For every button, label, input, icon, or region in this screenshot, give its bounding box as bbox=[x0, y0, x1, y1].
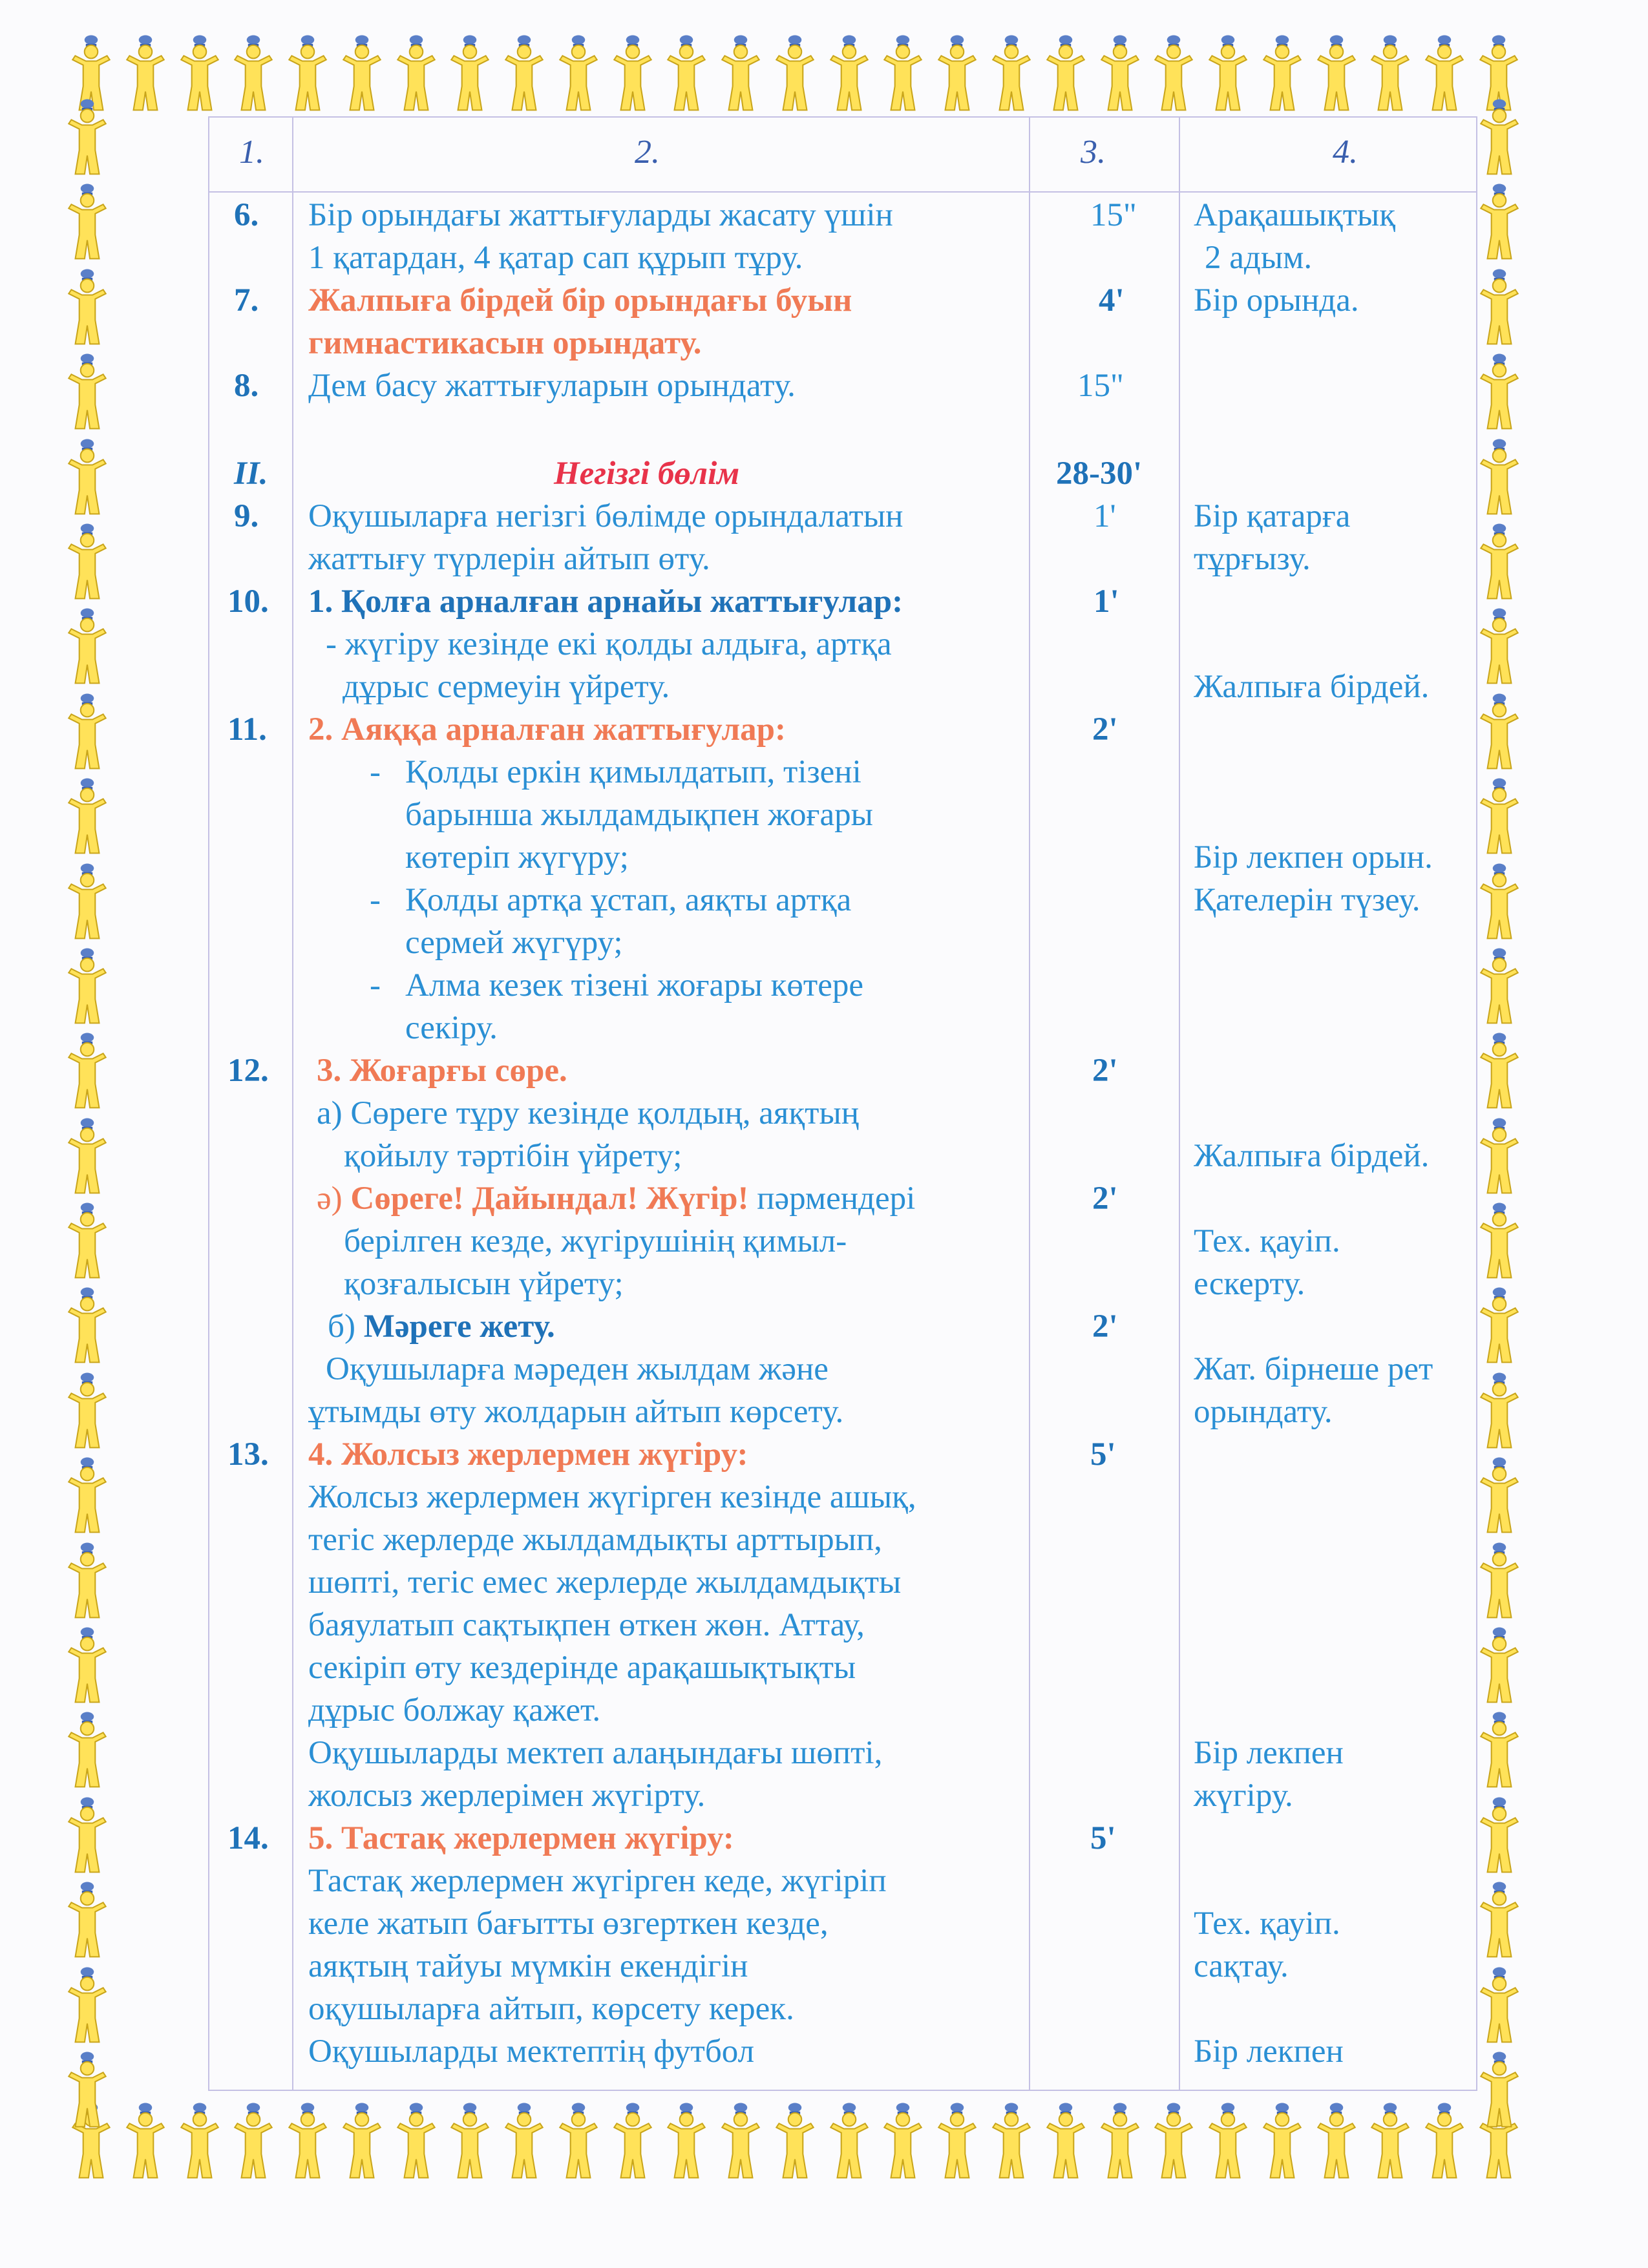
sub-item-heading: Мәреге жету. bbox=[363, 1308, 555, 1345]
border-figure-icon bbox=[281, 2101, 334, 2183]
border-figure-icon bbox=[714, 2101, 767, 2183]
row-text: Жолсыз жерлермен жүгірген кезінде ашық, bbox=[308, 1479, 916, 1515]
border-figure-icon bbox=[61, 606, 114, 689]
row-heading: 1. Қолға арналған арнайы жаттығулар: bbox=[308, 583, 903, 620]
row-note: Жат. бірнеше рет bbox=[1194, 1351, 1433, 1387]
row-time: 5' bbox=[1090, 1820, 1116, 1856]
row-note: Бір лекпен орын. bbox=[1194, 839, 1433, 876]
row-time: 4' bbox=[1099, 282, 1125, 319]
border-figure-icon bbox=[1364, 2101, 1417, 2183]
border-figure-icon bbox=[227, 33, 280, 116]
bullet-text: Қолды еркін қимылдатып, тізені bbox=[405, 754, 861, 790]
border-figure-icon bbox=[823, 2101, 876, 2183]
border-figure-icon bbox=[1473, 1370, 1526, 1453]
border-figure-icon bbox=[61, 691, 114, 774]
row-number: 6. bbox=[234, 197, 259, 233]
row-text: Тастақ жерлермен жүгірген кеде, жүгіріп bbox=[308, 1863, 887, 1899]
row-text: Бір орындағы жаттығуларды жасату үшін bbox=[308, 197, 893, 233]
row-note: ескерту. bbox=[1194, 1266, 1305, 1302]
border-figure-icon bbox=[61, 1540, 114, 1623]
border-figure-icon bbox=[1473, 1880, 1526, 1962]
row-text: тегіс жерлерде жылдамдықты арттырып, bbox=[308, 1522, 882, 1558]
row-text: берілген кезде, жүгірушінің қимыл- bbox=[344, 1223, 847, 1259]
row-note: 2 адым. bbox=[1205, 240, 1313, 276]
border-figure-icon bbox=[714, 33, 767, 116]
border-figure-icon bbox=[931, 33, 984, 116]
bullet-text: көтеріп жүгүру; bbox=[405, 839, 629, 876]
border-figure-icon bbox=[61, 1201, 114, 1283]
bullet-text: Алма кезек тізені жоғары көтере bbox=[405, 967, 863, 1003]
row-note: Бір орында. bbox=[1194, 282, 1359, 319]
bullet-marker: - bbox=[370, 967, 381, 1003]
border-figure-icon bbox=[61, 437, 114, 520]
row-text bbox=[328, 1305, 555, 1348]
row-number: 9. bbox=[234, 498, 259, 534]
row-text: аяқтың тайуы мүмкін екендігін bbox=[308, 1948, 748, 1984]
border-figure-icon bbox=[660, 2101, 713, 2183]
bullet-text: сермей жүгүру; bbox=[405, 925, 623, 961]
border-figure-icon bbox=[876, 33, 929, 116]
sub-item-text: пәрмендері bbox=[757, 1181, 916, 1217]
border-figure-icon bbox=[1201, 33, 1254, 116]
border-figure-icon bbox=[823, 33, 876, 116]
row-time: 2' bbox=[1092, 711, 1118, 748]
border-figure-icon bbox=[1310, 33, 1363, 116]
border-figure-icon bbox=[1473, 521, 1526, 604]
border-figure-icon bbox=[1473, 352, 1526, 434]
section-time: 28-30' bbox=[1056, 456, 1143, 492]
border-figure-icon bbox=[606, 33, 659, 116]
border-figure-icon bbox=[1473, 691, 1526, 774]
row-text: а) Сөреге тұру кезінде қолдың, аяқтың bbox=[317, 1095, 860, 1131]
border-figure-icon bbox=[61, 1965, 114, 2048]
border-figure-icon bbox=[61, 352, 114, 434]
sub-item-prefix: ә) bbox=[317, 1181, 343, 1217]
border-figure-icon bbox=[1364, 33, 1417, 116]
header-col-3: 3. bbox=[1081, 134, 1106, 171]
row-number: 12. bbox=[227, 1053, 269, 1089]
border-figure-icon bbox=[1473, 1540, 1526, 1623]
row-number: 14. bbox=[227, 1820, 269, 1856]
bullet-marker: - bbox=[370, 882, 381, 918]
border-figure-icon bbox=[1473, 1116, 1526, 1199]
row-text: секіріп өту кездерінде арақашықтықты bbox=[308, 1650, 856, 1686]
row-text: шөпті, тегіс емес жерлерде жылдамдықты bbox=[308, 1564, 902, 1601]
border-figure-icon bbox=[985, 33, 1038, 116]
border-figure-icon bbox=[1093, 33, 1146, 116]
border-figure-icon bbox=[390, 2101, 443, 2183]
border-figure-icon bbox=[552, 2101, 605, 2183]
border-figure-icon bbox=[985, 2101, 1038, 2183]
border-figure-icon bbox=[173, 2101, 226, 2183]
border-figure-icon bbox=[1473, 1455, 1526, 1538]
border-figure-icon bbox=[61, 1370, 114, 1453]
row-text: Оқушыларды мектептің футбол bbox=[308, 2033, 755, 2070]
border-figure-icon bbox=[61, 1795, 114, 1878]
row-text: - жүгіру кезінде екі қолды алдыға, артқа bbox=[326, 626, 892, 662]
bullet-text: секіру. bbox=[405, 1010, 498, 1046]
row-time: 1' bbox=[1093, 498, 1116, 534]
row-text: оқушыларға айтып, көрсету керек. bbox=[308, 1991, 794, 2027]
border-figure-icon bbox=[61, 1625, 114, 1708]
header-col-4: 4. bbox=[1333, 134, 1358, 171]
border-figure-icon bbox=[61, 182, 114, 264]
border-figure-icon bbox=[443, 33, 496, 116]
border-figure-icon bbox=[61, 97, 114, 180]
row-heading: 3. Жоғарғы сөре. bbox=[317, 1053, 567, 1089]
border-figure-icon bbox=[61, 1710, 114, 1792]
row-number: 11. bbox=[227, 711, 267, 748]
row-heading: 5. Тастақ жерлермен жүгіру: bbox=[308, 1820, 734, 1856]
decorative-border-left bbox=[45, 97, 129, 2132]
row-text: дұрыс сермеуін үйрету. bbox=[343, 669, 670, 705]
border-figure-icon bbox=[61, 946, 114, 1029]
bullet-marker: - bbox=[370, 754, 381, 790]
border-figure-icon bbox=[1310, 2101, 1363, 2183]
border-figure-icon bbox=[1473, 97, 1526, 180]
border-figure-icon bbox=[61, 1880, 114, 1962]
border-figure-icon bbox=[1473, 2050, 1526, 2132]
row-text: баяулатып сақтықпен өткен жөн. Аттау, bbox=[308, 1607, 865, 1643]
row-time: 5' bbox=[1090, 1436, 1116, 1473]
row-note: орындату. bbox=[1194, 1394, 1333, 1430]
row-heading: гимнастикасын орындату. bbox=[308, 325, 702, 361]
border-figure-icon bbox=[1473, 437, 1526, 520]
row-time: 2' bbox=[1092, 1053, 1118, 1089]
row-time: 15" bbox=[1090, 197, 1137, 233]
row-note: Тех. қауіп. bbox=[1194, 1906, 1340, 1942]
row-note: Жалпыға бірдей. bbox=[1194, 669, 1430, 705]
sub-item-prefix: б) bbox=[328, 1308, 355, 1345]
border-figure-icon bbox=[281, 33, 334, 116]
border-figure-icon bbox=[1256, 2101, 1309, 2183]
row-text: Оқушыларға негізгі бөлімде орындалатын bbox=[308, 498, 903, 534]
border-figure-icon bbox=[768, 2101, 821, 2183]
row-text: дұрыс болжау қажет. bbox=[308, 1692, 601, 1728]
row-number: 8. bbox=[234, 368, 259, 404]
border-figure-icon bbox=[61, 1031, 114, 1113]
border-figure-icon bbox=[498, 33, 551, 116]
row-note: сақтау. bbox=[1194, 1948, 1289, 1984]
border-figure-icon bbox=[61, 1285, 114, 1368]
row-note: Бір лекпен bbox=[1194, 2033, 1344, 2070]
bullet-text: барынша жылдамдықпен жоғары bbox=[405, 797, 873, 833]
row-text: 1 қатардан, 4 қатар сап құрып тұру. bbox=[308, 240, 803, 276]
row-text: қозғалысын үйрету; bbox=[344, 1266, 624, 1302]
decorative-border-top bbox=[65, 26, 1525, 123]
row-text: Оқушыларды мектеп алаңындағы шөпті, bbox=[308, 1735, 883, 1771]
header-col-2: 2. bbox=[635, 134, 660, 171]
row-time: 2' bbox=[1092, 1308, 1118, 1345]
border-figure-icon bbox=[61, 2050, 114, 2132]
border-figure-icon bbox=[498, 2101, 551, 2183]
row-text: Дем басу жаттығуларын орындату. bbox=[308, 368, 796, 404]
row-text: Оқушыларға мәреден жылдам және bbox=[326, 1351, 829, 1387]
border-figure-icon bbox=[1039, 33, 1092, 116]
row-note: Қателерін түзеу. bbox=[1194, 882, 1421, 918]
row-note: Жалпыға бірдей. bbox=[1194, 1138, 1430, 1174]
row-heading: Жалпыға бірдей бір орындағы буын bbox=[308, 282, 852, 319]
border-figure-icon bbox=[335, 33, 388, 116]
border-figure-icon bbox=[1473, 1031, 1526, 1113]
start-commands: Сөреге! Дайындал! Жүгір! bbox=[350, 1181, 749, 1217]
border-figure-icon bbox=[335, 2101, 388, 2183]
row-note: Арақашықтық bbox=[1194, 197, 1396, 233]
border-figure-icon bbox=[1201, 2101, 1254, 2183]
border-figure-icon bbox=[1473, 1201, 1526, 1283]
row-note: тұрғызу. bbox=[1194, 541, 1311, 577]
border-figure-icon bbox=[1147, 33, 1200, 116]
border-figure-icon bbox=[61, 1116, 114, 1199]
border-figure-icon bbox=[227, 2101, 280, 2183]
border-figure-icon bbox=[61, 1455, 114, 1538]
row-time: 15" bbox=[1077, 368, 1124, 404]
row-text: жолсыз жерлерімен жүгірту. bbox=[308, 1778, 706, 1814]
border-figure-icon bbox=[1256, 33, 1309, 116]
section-title: Негізгі бөлім bbox=[554, 456, 740, 492]
row-time: 1' bbox=[1093, 583, 1119, 620]
row-note: Бір қатарға bbox=[1194, 498, 1351, 534]
border-figure-icon bbox=[1093, 2101, 1146, 2183]
border-figure-icon bbox=[1473, 776, 1526, 859]
border-figure-icon bbox=[1039, 2101, 1092, 2183]
border-figure-icon bbox=[552, 33, 605, 116]
row-text: қойылу тәртібін үйрету; bbox=[344, 1138, 682, 1174]
border-figure-icon bbox=[876, 2101, 929, 2183]
border-figure-icon bbox=[61, 861, 114, 944]
row-number: 7. bbox=[234, 282, 259, 319]
border-figure-icon bbox=[660, 33, 713, 116]
border-figure-icon bbox=[443, 2101, 496, 2183]
border-figure-icon bbox=[1473, 861, 1526, 944]
border-figure-icon bbox=[1147, 2101, 1200, 2183]
border-figure-icon bbox=[1473, 946, 1526, 1029]
border-figure-icon bbox=[1473, 267, 1526, 350]
border-figure-icon bbox=[1473, 1285, 1526, 1368]
border-figure-icon bbox=[1473, 1710, 1526, 1792]
section-number: II. bbox=[234, 456, 268, 492]
border-figure-icon bbox=[606, 2101, 659, 2183]
row-note: жүгіру. bbox=[1194, 1778, 1293, 1814]
border-figure-icon bbox=[1473, 1795, 1526, 1878]
bullet-text: Қолды артқа ұстап, аяқты артқа bbox=[405, 882, 852, 918]
border-figure-icon bbox=[61, 267, 114, 350]
border-figure-icon bbox=[1473, 182, 1526, 264]
row-note: Тех. қауіп. bbox=[1194, 1223, 1340, 1259]
border-figure-icon bbox=[1473, 1965, 1526, 2048]
row-number: 13. bbox=[227, 1436, 269, 1473]
border-figure-icon bbox=[1473, 606, 1526, 689]
border-figure-icon bbox=[1473, 1625, 1526, 1708]
row-time: 2' bbox=[1092, 1181, 1118, 1217]
lesson-plan-table bbox=[208, 116, 1476, 2091]
border-figure-icon bbox=[173, 33, 226, 116]
border-figure-icon bbox=[390, 33, 443, 116]
border-figure-icon bbox=[931, 2101, 984, 2183]
row-text: ұтымды өту жолдарын айтып көрсету. bbox=[308, 1394, 844, 1430]
border-figure-icon bbox=[61, 776, 114, 859]
row-text bbox=[317, 1177, 915, 1220]
row-note: Бір лекпен bbox=[1194, 1735, 1344, 1771]
row-heading: 2. Аяққа арналған жаттығулар: bbox=[308, 711, 786, 748]
border-figure-icon bbox=[768, 33, 821, 116]
row-text: жаттығу түрлерін айтып өту. bbox=[308, 541, 710, 577]
header-col-1: 1. bbox=[239, 134, 264, 171]
border-figure-icon bbox=[61, 521, 114, 604]
row-number: 10. bbox=[227, 583, 269, 620]
row-heading: 4. Жолсыз жерлермен жүгіру: bbox=[308, 1436, 748, 1473]
decorative-border-bottom bbox=[65, 2094, 1525, 2190]
row-text: келе жатып бағытты өзгерткен кезде, bbox=[308, 1906, 829, 1942]
